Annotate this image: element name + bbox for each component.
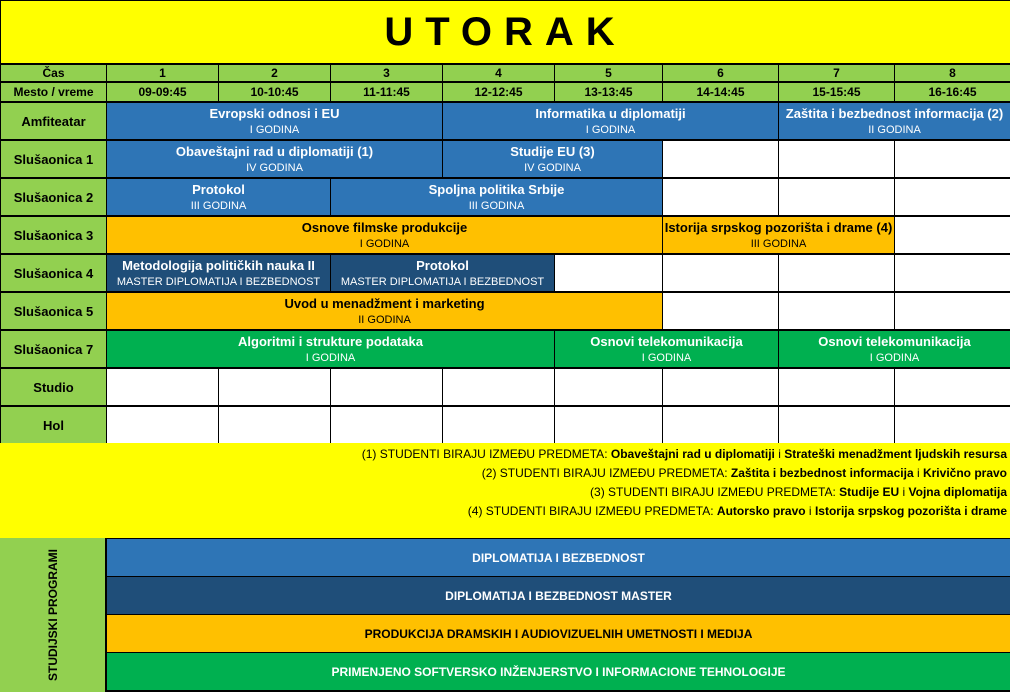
period-number-cell [779, 65, 894, 81]
class-block [331, 179, 662, 215]
empty-slot [331, 369, 442, 405]
class-block [107, 293, 662, 329]
note-connector: i [774, 447, 785, 461]
program-legend-row [107, 653, 1010, 690]
room-name: Amfiteatar [21, 113, 86, 129]
empty-slot [779, 369, 894, 405]
room-name: Studio [33, 379, 74, 395]
class-block [107, 331, 554, 367]
course-name: Informatika u diplomatiji [535, 106, 686, 121]
course-name: Protokol [416, 258, 469, 273]
empty-slot [663, 369, 778, 405]
course-name: Metodologija političkih nauka II [122, 258, 315, 273]
period-number: 7 [833, 66, 840, 80]
course-year: MASTER DIPLOMATIJA I BEZBEDNOST [340, 276, 545, 288]
period-time-cell [443, 83, 554, 101]
room-label-cell [1, 103, 106, 139]
empty-slot [895, 293, 1010, 329]
room-name: Slušaonica 2 [13, 189, 94, 205]
period-time: 16-16:45 [928, 85, 977, 99]
empty-slot [443, 407, 554, 443]
course-year: I GODINA [305, 352, 356, 364]
elective-note [0, 502, 1010, 521]
room-label-cell [1, 255, 106, 291]
period-time: 09-09:45 [138, 85, 187, 99]
period-number: 8 [949, 66, 956, 80]
period-number: 4 [495, 66, 502, 80]
period-number: 2 [271, 66, 278, 80]
elective-note [0, 445, 1010, 464]
period-number: 6 [717, 66, 724, 80]
class-block [555, 331, 778, 367]
room-label-cell [1, 331, 106, 367]
empty-slot [895, 217, 1010, 253]
empty-slot [895, 255, 1010, 291]
empty-slot [107, 369, 218, 405]
room-name: Slušaonica 3 [13, 227, 94, 243]
period-number-cell [331, 65, 442, 81]
course-year: III GODINA [750, 238, 807, 250]
note-connector: i [805, 504, 815, 518]
class-block [107, 179, 330, 215]
program-legend-row [107, 615, 1010, 652]
note-subject-b: Strateški menadžment ljudskih resursa [784, 447, 1007, 461]
course-name: Protokol [192, 182, 245, 197]
study-programs-label: STUDIJSKI PROGRAMI [45, 548, 60, 682]
period-time-cell [779, 83, 894, 101]
course-name: Obaveštajni rad u diplomatiji (1) [175, 144, 374, 159]
empty-slot [663, 179, 778, 215]
day-title-cell [1, 1, 1010, 63]
course-year: I GODINA [869, 352, 920, 364]
course-year: III GODINA [468, 200, 525, 212]
note-prefix: (2) STUDENTI BIRAJU IZMEĐU PREDMETA: [481, 466, 731, 480]
room-name: Hol [43, 417, 64, 433]
course-name: Studije EU (3) [510, 144, 595, 159]
period-number-cell [443, 65, 554, 81]
program-legend-row [107, 577, 1010, 614]
course-name: Osnovi telekomunikacija [590, 334, 743, 349]
room-label-cell [1, 141, 106, 177]
empty-slot [555, 369, 662, 405]
elective-note [0, 464, 1010, 483]
elective-note [0, 483, 1010, 502]
note-prefix: (3) STUDENTI BIRAJU IZMEĐU PREDMETA: [590, 485, 840, 499]
empty-slot [555, 255, 662, 291]
note-subject-a: Studije EU [839, 485, 900, 499]
elective-notes [0, 443, 1010, 538]
empty-slot [663, 407, 778, 443]
note-subject-b: Krivično pravo [922, 466, 1007, 480]
room-name: Slušaonica 7 [13, 341, 94, 357]
class-block [779, 331, 1010, 367]
course-year: I GODINA [359, 238, 410, 250]
note-subject-a: Autorsko pravo [716, 504, 806, 518]
program-legend-row [107, 539, 1010, 576]
course-name: Evropski odnosi i EU [209, 106, 340, 121]
room-name: Slušaonica 5 [13, 303, 94, 319]
course-name: Istorija srpskog pozorišta i drame (4) [664, 220, 893, 235]
period-time: 10-10:45 [250, 85, 299, 99]
class-block [107, 255, 330, 291]
period-time-cell [895, 83, 1010, 101]
course-year: II GODINA [358, 314, 411, 326]
course-year: MASTER DIPLOMATIJA I BEZBEDNOST [116, 276, 321, 288]
study-programs-label-cell [0, 538, 105, 692]
empty-slot [779, 407, 894, 443]
period-number-cell [895, 65, 1010, 81]
empty-slot [779, 141, 894, 177]
period-number: 1 [159, 66, 166, 80]
course-year: II GODINA [868, 124, 921, 136]
class-block [331, 255, 554, 291]
empty-slot [219, 369, 330, 405]
note-connector: i [913, 466, 923, 480]
period-number-cell [219, 65, 330, 81]
class-block [443, 103, 778, 139]
class-block [443, 141, 662, 177]
empty-slot [663, 141, 778, 177]
period-time-cell [107, 83, 218, 101]
empty-slot [895, 369, 1010, 405]
room-name: Slušaonica 4 [13, 265, 94, 281]
empty-slot [219, 407, 330, 443]
class-block [663, 217, 894, 253]
period-time: 12-12:45 [474, 85, 523, 99]
course-name: Algoritmi i strukture podataka [238, 334, 423, 349]
header-mesto-label: Mesto / vreme [13, 85, 94, 99]
period-time: 13-13:45 [584, 85, 633, 99]
class-block [107, 141, 442, 177]
note-subject-a: Obaveštajni rad u diplomatiji [610, 447, 775, 461]
header-cas-label: Čas [42, 66, 65, 80]
period-number-cell [555, 65, 662, 81]
empty-slot [779, 255, 894, 291]
room-name: Slušaonica 1 [13, 151, 94, 167]
period-time-cell [663, 83, 778, 101]
program-name: PRIMENJENO SOFTVERSKO INŽENJERSTVO I INFORMACIONE TEHNOLOGIJE [331, 664, 786, 679]
note-connector: i [899, 485, 909, 499]
program-name: DIPLOMATIJA I BEZBEDNOST [472, 550, 645, 565]
room-label-cell [1, 407, 106, 443]
empty-slot [895, 179, 1010, 215]
program-name: PRODUKCIJA DRAMSKIH I AUDIOVIZUELNIH UMETNOSTI I MEDIJA [364, 626, 753, 641]
class-block [779, 103, 1010, 139]
course-year: I GODINA [585, 124, 636, 136]
course-year: III GODINA [190, 200, 247, 212]
note-subject-b: Istorija srpskog pozorišta i drame [814, 504, 1007, 518]
empty-slot [779, 293, 894, 329]
course-name: Zaštita i bezbednost informacija (2) [785, 106, 1004, 121]
room-label-cell [1, 293, 106, 329]
note-prefix: (4) STUDENTI BIRAJU IZMEĐU PREDMETA: [467, 504, 717, 518]
course-year: IV GODINA [246, 162, 303, 174]
class-block [107, 103, 442, 139]
course-name: Spoljna politika Srbije [428, 182, 565, 197]
period-time: 11-11:45 [363, 85, 410, 99]
period-time-cell [219, 83, 330, 101]
note-prefix: (1) STUDENTI BIRAJU IZMEĐU PREDMETA: [361, 447, 611, 461]
day-title: UTORAK [384, 9, 627, 54]
period-number-cell [107, 65, 218, 81]
course-year: IV GODINA [524, 162, 581, 174]
empty-slot [443, 369, 554, 405]
empty-slot [895, 141, 1010, 177]
period-number: 3 [383, 66, 390, 80]
period-time-cell [331, 83, 442, 101]
course-name: Osnove filmske produkcije [301, 220, 468, 235]
room-label-cell [1, 369, 106, 405]
empty-slot [555, 407, 662, 443]
empty-slot [107, 407, 218, 443]
empty-slot [895, 407, 1010, 443]
period-time-cell [555, 83, 662, 101]
period-number-cell [663, 65, 778, 81]
empty-slot [663, 293, 778, 329]
period-time: 15-15:45 [812, 85, 861, 99]
note-subject-b: Vojna diplomatija [908, 485, 1007, 499]
course-name: Uvod u menadžment i marketing [284, 296, 485, 311]
empty-slot [331, 407, 442, 443]
program-name: DIPLOMATIJA I BEZBEDNOST MASTER [445, 588, 672, 603]
room-label-cell [1, 217, 106, 253]
header-cas-cell [1, 65, 106, 81]
class-block [107, 217, 662, 253]
note-subject-a: Zaštita i bezbednost informacija [730, 466, 914, 480]
header-mesto-cell [1, 83, 106, 101]
empty-slot [779, 179, 894, 215]
room-label-cell [1, 179, 106, 215]
period-number: 5 [605, 66, 612, 80]
empty-slot [663, 255, 778, 291]
period-time: 14-14:45 [696, 85, 745, 99]
course-year: I GODINA [641, 352, 692, 364]
course-name: Osnovi telekomunikacija [818, 334, 971, 349]
course-year: I GODINA [249, 124, 300, 136]
